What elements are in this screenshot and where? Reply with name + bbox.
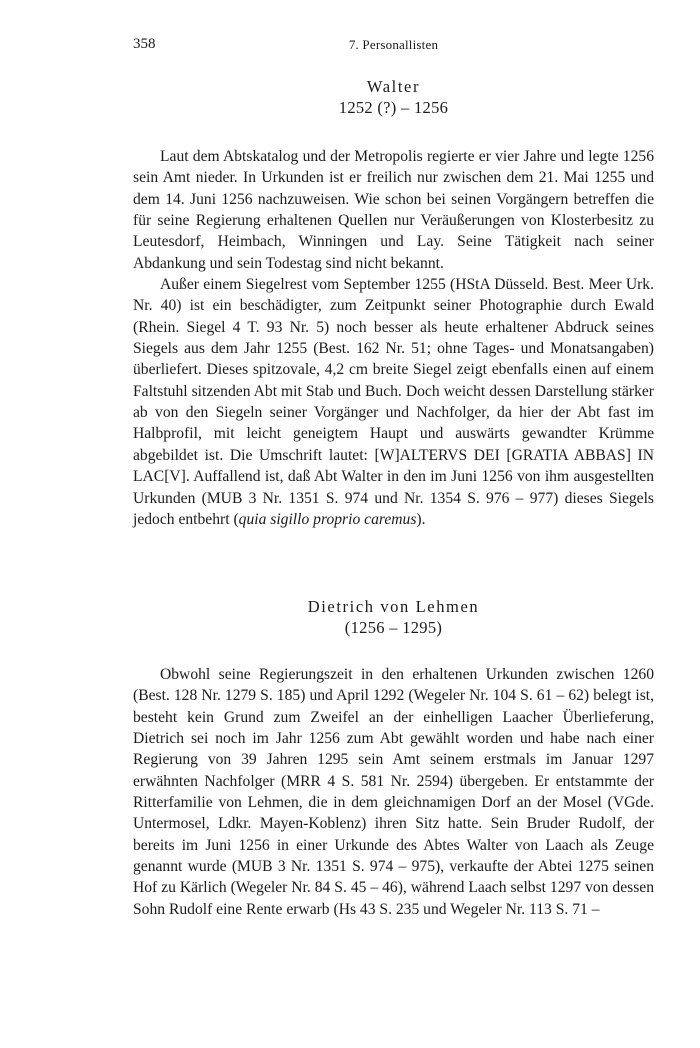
section-body [133,146,654,530]
section-dietrich-von-lehmen [133,596,654,920]
chapter-title: 7. Personallisten [348,37,439,52]
section-heading-years: (1256 – 1295) [344,618,443,637]
section-heading-years: 1252 (?) – 1256 [338,98,449,117]
running-head [133,36,654,56]
latin-quote: quia sigillo proprio caremus [238,510,417,528]
paragraph-end: ). [416,510,426,528]
section-heading-name: Walter [366,77,421,96]
body-paragraph [133,274,654,530]
body-paragraph: Obwohl seine Regierungszeit in den erhaltenen Urkunden zwischen 1260 (Best. 128 Nr. 1279 S. 185) und April 1292 (Wegeler Nr. 104 S. 61 – 62) belegt ist, besteht kein Grund zum Zweifel an der einhelligen Laacher Überlieferung, Dietrich sei noch im Jahr 1256 zum Abt gewählt worden und habe nach einer Regierung von 39 Jahren 1295 sein Amt seinem erstmals im Januar 1297 erwähnten Nachfolger (MRR 4 S. 581 Nr. 2594) übergeben. Er entstammte der Ritterfamilie von Lehmen, die in dem gleichnamigen Dorf an der Mosel (VGde. Untermosel, Ldkr. Mayen-Koblenz) ihren Sitz hatte. Sein Bruder Rudolf, der bereits im Juni 1256 in einer Urkunde des Abtes Walter von Laach als Zeuge genannt wurde (MUB 3 Nr. 1351 S. 974 – 975), verkaufte der Abtei 1275 seinen Hof zu Kärlich (Wegeler Nr. 84 S. 45 – 46), während Laach selbst 1297 von dessen Sohn Rudolf eine Rente erwarb (Hs 43 S. 235 und Wegeler Nr. 113 S. 71 – [133,666,654,918]
section-heading-name: Dietrich von Lehmen [307,597,480,616]
body-paragraph: Laut dem Abtskatalog und der Metropolis regierte er vier Jahre und legte 1256 sein Amt nieder. In Urkunden ist er freilich nur zwischen dem 21. Mai 1255 und dem 14. Juni 1256 nachzuweisen. Wie schon bei seinen Vorgängern betreffen die für seine Regierung erhaltenen Quellen nur Veräußerungen von Klosterbesitz zu Leutesdorf, Heimbach, Winningen und Lay. Seine Tätigkeit nach seiner Abdankung und sein Todestag sind nicht bekannt. [133,148,654,272]
paragraph-text: Außer einem Siegelrest vom September 1255 (HStA Düsseld. Best. Meer Urk. Nr. 40) ist ein beschädigter, zum Zeitpunkt seiner Photographie durch Ewald (Rhein. Siegel 4 T. 93 Nr. 5) noch besser als heute erhaltener Abdruck seines Siegels aus dem Jahr 1255 (Best. 162 Nr. 51; ohne Tages- und Monatsangaben) überliefert. Dieses spitzovale, 4,2 cm breite Siegel zeigt ebenfalls einen auf einem Faltstuhl sitzenden Abt mit Stab und Buch. Doch weicht dessen Darstellung stärker ab von den Siegeln seiner Vorgänger und Nachfolger, da hier der Abt fast im Halbprofil, mit leicht geneigtem Haupt und auswärts gewandter Krümme abgebildet ist. Die Umschrift lautet: [W]ALTERVS DEI [GRATIA ABBAS] IN LAC[V]. Auffallend ist, daß Abt Walter in den im Juni 1256 von ihm ausgestellten Urkunden (MUB 3 Nr. 1351 S. 974 und Nr. 1354 S. 976 – 977) dieses Siegels jedoch entbehrt ( [133,276,654,528]
section-walter [133,76,654,530]
page-number: 358 [133,36,156,52]
section-body [133,664,654,920]
